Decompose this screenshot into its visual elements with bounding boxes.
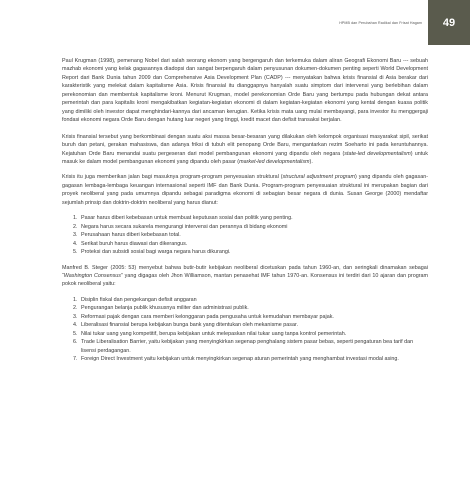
term-state-led: state-led developmentalism [344,150,411,157]
list-item: 7. Foreign Direct Investment yaitu kebijakan untuk menyingkirkan segenap aturan pemerintah yang menghambat investasi modal asing. [79,355,428,363]
list-item: 2. Negara harus secara sukarela mengurangi intervensi dan perannya di bidang ekonomi [79,223,428,231]
list-item: 6. Trade Liberalisation Barrier, yaitu kebijakan yang menyingkirkan segenap penghalang sistem pasar bebas, seperti pengaturan bea tarif dan lisensi perdagangan. [79,338,428,355]
list-item: 5. Nilai tukar uang yang kompetitif, berupa kebijakan untuk melepaskan nilai tukar uang tanpa kontrol pemerintah. [79,330,428,338]
list-item: 5. Proteksi dan subsidi sosial bagi warga negara harus dikurangi. [79,248,428,256]
washington-consensus-list [62,296,428,364]
list-item: 3. Reformasi pajak dengan cara memberi kelonggaran pada pengusaha untuk kemudahan membayar pajak. [79,313,428,321]
list-item: 1. Pasar harus diberi kebebasan untuk membuat keputusan sosial dan politik yang penting. [79,214,428,222]
paragraph-steger-text-a: Manfred B. Steger (2005: 53) menyebut bahwa butir-butir kebijakan neoliberal dicetuskan pada tahun 1960-an, dan seringkali dinamakan sebagai “ [62,264,428,279]
term-washington-consensus: Washington Consensus [63,272,121,279]
list-item: 3. Perusahaan harus diberi kebebasan total. [79,231,428,239]
paragraph-structural [62,173,428,207]
page-number: 49 [442,16,456,29]
neoliberal-principles-list [62,214,428,256]
paragraph-crisis [62,133,428,167]
paragraph-crisis-text-c: ). [309,158,313,165]
page-number-tab [428,0,470,45]
paragraph-crisis-text-b: ) untuk masuk ke dalam model pembangunan ekonomi yang dipandu oleh pasar ( [62,150,428,165]
term-structural-adjustment: structural adjustment program [282,174,355,181]
paragraph-structural-text-a: Krisis itu juga memberikan jalan bagi masuknya program-program penyesuaian struktural ( [62,174,283,181]
running-header: HPMB dan Perubahan Radikal dan Frisat Hagam [339,21,422,25]
list-item: 2. Pengurangan belanja publik khususnya militer dan administrasi publik. [79,304,428,312]
paragraph-crisis-text-a: Krisis finansial tersebut yang berkombinasi dengan suatu aksi massa besar-besaran yang dilakukan oleh kelompok organisasi masyarakat sipil, serikat buruh dan petani, gerakan mahasiswa, dan adanya friksi di tubuh elit penopang Orde Baru, mengantarkan rezim Soeharto ini pada keruntuhannya. Kejatuhan Orde Baru menandai suatu pergeseran dari model pembangunan ekonomi yang dipandu oleh negara ( [62,133,428,157]
list-item: 4. Serikat buruh harus diawasi dan dikerangus. [79,240,428,248]
list-item: 1. Disiplin fiskal dan pengekangan defisit anggaran [79,296,428,304]
list-item: 4. Liberalisasi finansial berupa kebijakan bunga bank yang ditentukan oleh mekanisme pasar. [79,321,428,329]
article-body [62,57,428,371]
paragraph-steger [62,264,428,289]
paragraph-steger-text-b: ” yang digagas oleh Jhon Williamson, mantan penasehat IMF tahun 1970-an. Konsensus ini terdiri dari 10 ajaran dan program pokok neoliberal yaitu: [62,272,428,288]
term-market-led: market-led developmentalism [239,158,310,165]
paragraph-structural-text-b: ) yang dipandu oleh gagasan-gagasan lembaga-lembaga keuangan internasional seperti IMF dan Bank Dunia. Program-program penyesuaian struktural ini merupakan bagian dari proyek neoliberal yang pada umumnya dipandu sebagai paradigma ekonomi di sebagian besar negara di dunia. Susan George (2000) mendaftar sejumlah prinsip dan doktrin-doktrin neoliberal yang harus dianut: [62,174,428,206]
paragraph-krugman: Paul Krugman (1998), pemenang Nobel dari salah seorang ekonom yang bergengaruh dan terkemuka dalam aliran Geografi Ekonomi Baru --- sebuah mazhab ekonomi yang kelak gagasannya diadopsi dan sangat berpengaruh dalam penyusunan dokumen-dokumen penting seperti World Development Report dari Bank Dunia tahun 2009 dan Comprehensive Asia Development Plan (CADP) --- menyatakan bahwa krisis finansial di Asia berakar dari karakteristik yang melekat dalam kapitalisme Asia. Krisis finansial itu dianggapnya hanyalah suatu simptom dari intervensi yang berlebihan dalam perekonomian dan membentuk kapitalisme kroni. Menurut Krugman, model perekonomian Orde Baru yang bertumpu pada hubungan dekat antara pemerintah dan para kapitalis kroni mengakibatkan kegiatan-kegiatan ekonomi di dalam kegiatan-kegiatan ekonomi yang kental dengan kuasa politik yang dimiliki oleh investor dapat menghindari-kannya dari ancaman kerugian. Ketika krisis mata uang mulai membayangi, para investor itu menggergaji fondasi ekonomi negara Orde Baru dengan hutang luar negeri yang tinggi, kredit macet dan defisit transaksi berjalan. [62,58,428,124]
